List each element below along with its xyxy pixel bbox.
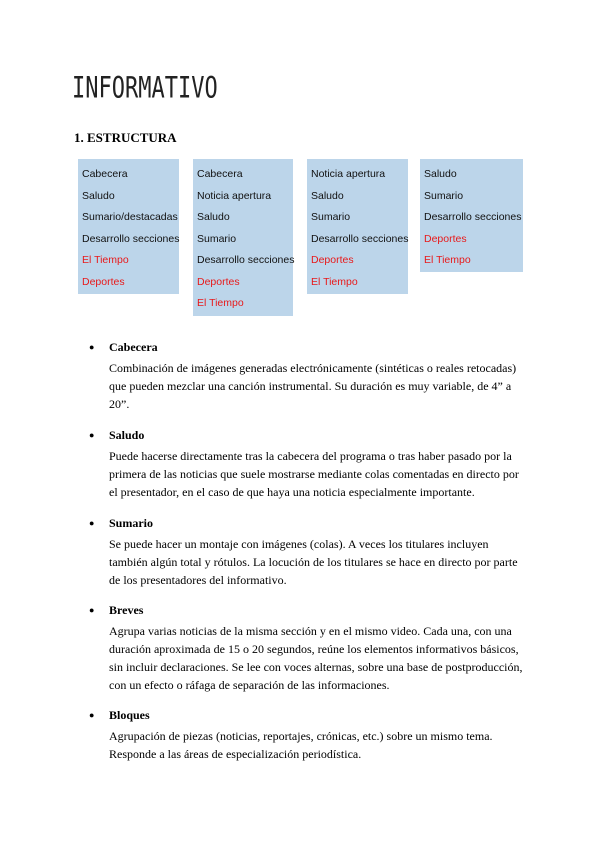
structure-item: El Tiempo (311, 275, 358, 288)
structure-item: Noticia apertura (197, 189, 272, 202)
structure-item: Saludo (311, 189, 344, 202)
bullet-icon: ● (89, 605, 95, 615)
structure-item: El Tiempo (424, 254, 471, 266)
structure-item: Desarrollo secciones (197, 254, 295, 266)
section-body: Agrupa varias noticias de la misma sección y en el mismo video. Cada una, con una duración aproximada de 15 o 20 segundos, reúne los elementos informativos básicos, sin incluir declaraciones. Se lee con voces alternas, sobre una base de postproducción, con un efecto o ráfaga de separación de las informaciones. (109, 624, 523, 692)
structure-item: Saludo (424, 168, 457, 180)
structure-item: Cabecera (82, 168, 128, 180)
page-title: INFORMATIVO (72, 72, 218, 106)
structure-column-4 (420, 159, 523, 272)
structure-item: Deportes (424, 232, 467, 245)
structure-item: Saludo (82, 189, 115, 202)
structure-item: Sumario (424, 189, 464, 202)
structure-column-3 (307, 159, 408, 294)
bullet-icon: ● (89, 518, 95, 528)
bullet-icon: ● (89, 710, 95, 720)
structure-column-1 (78, 159, 179, 294)
section-body: Combinación de imágenes generadas electrónicamente (sintéticas o reales retocadas) que pueden mezclar una canción instrumental. Su duración es muy variable, de 4” a 20”. (109, 361, 517, 411)
structure-item: Sumario (197, 232, 237, 245)
structure-item: Sumario (311, 211, 351, 223)
structure-item: Saludo (197, 211, 230, 223)
structure-item: Noticia apertura (311, 168, 386, 180)
structure-item: Cabecera (197, 168, 243, 180)
section-title: Saludo (109, 428, 145, 442)
section-title: Sumario (109, 516, 154, 530)
section-title: Cabecera (109, 340, 158, 354)
section-body: Puede hacerse directamente tras la cabecera del programa o tras haber pasado por la primera de las noticias que suele mostrarse mediante colas comentadas en directo por el presentador, en el caso de que haya una noticia especialmente importante. (109, 449, 519, 499)
section-title: Breves (109, 603, 144, 617)
structure-item: Desarrollo secciones (424, 211, 522, 223)
structure-item: El Tiempo (82, 254, 129, 266)
structure-item: Sumario/destacadas (82, 211, 178, 223)
section-heading: 1. ESTRUCTURA (74, 130, 177, 145)
section-title: Bloques (109, 708, 150, 722)
bullet-icon: ● (89, 430, 95, 440)
structure-item: Deportes (311, 254, 354, 266)
structure-item: Deportes (197, 275, 240, 288)
structure-item: Desarrollo secciones (82, 232, 180, 245)
structure-item: Desarrollo secciones (311, 232, 409, 245)
bullet-icon: ● (89, 342, 95, 352)
structure-item: Deportes (82, 275, 125, 288)
structure-item: El Tiempo (197, 297, 244, 309)
section-body: Agrupación de piezas (noticias, reportajes, crónicas, etc.) sobre un mismo tema. Responde a las áreas de especialización periodística. (109, 729, 493, 761)
structure-column-2 (193, 159, 293, 316)
section-body: Se puede hacer un montaje con imágenes (colas). A veces los titulares incluyen también algún total y rótulos. La locución de los titulares se hace en directo por parte de los presentadores del informativo. (109, 537, 518, 587)
